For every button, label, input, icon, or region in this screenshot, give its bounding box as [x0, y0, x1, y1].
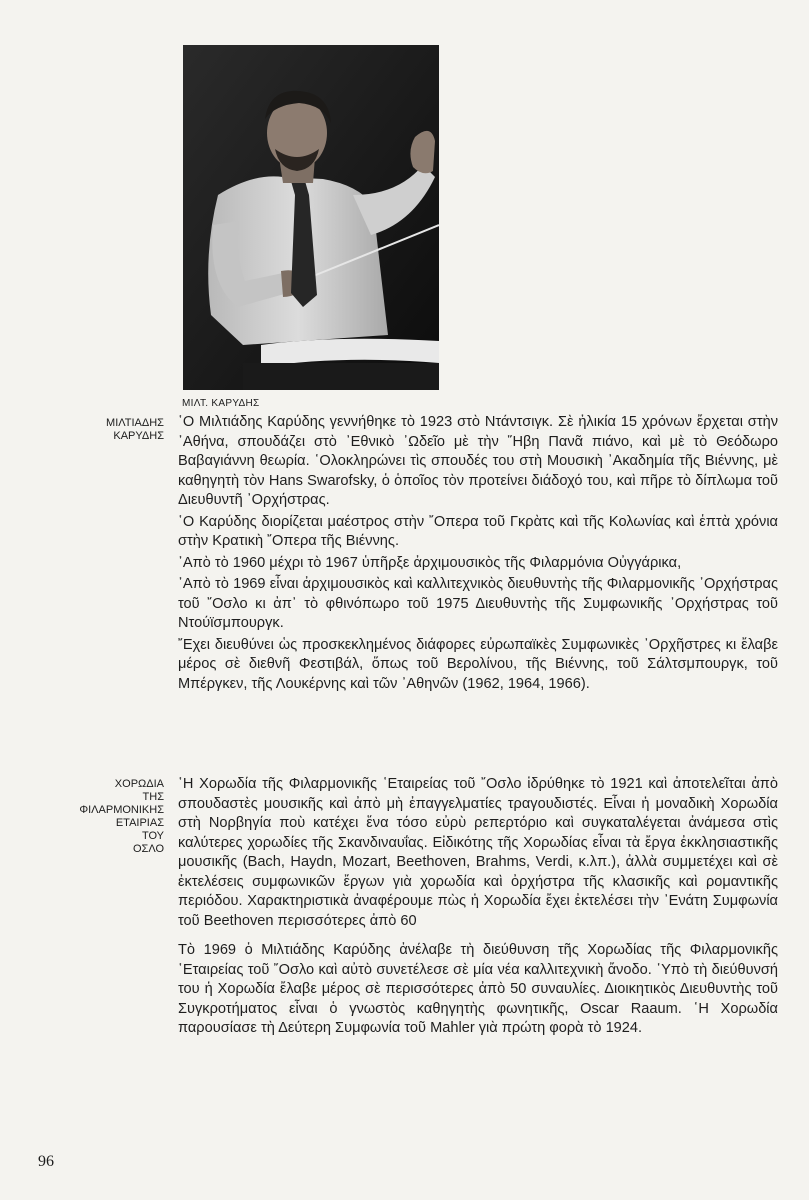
heading-line: ΤΟΥ: [141, 830, 164, 842]
paragraph: ῾Ο Μιλτιάδης Καρύδης γεννήθηκε τὸ 1923 στὸ Ντάντσιγκ. Σὲ ἡλικία 15 χρόνων ἔρχεται στὴν ᾿Αθήνα, σπουδάζει στὸ ᾿Εθνικὸ ᾿Ωδεῖο μὲ τὴν ῞Ηβη Πανᾶ πιάνο, καὶ μὲ τὸ Θεόδωρο Βαβαγιάννη θεωρία. ῾Ολοκληρώνει τὶς σπουδές του στὴ Μουσικὴ ᾿Ακαδημία τῆς Βιέννης, μὲ καθηγητὴ τὸν Hans Swarofsky, ὁ ὁποῖος τὸν προτείνει διάδοχό του, καὶ πῆρε τὸ δίπλωμα τοῦ Διευθυντῆ ᾿Ορχήστρας.: [178, 414, 778, 508]
section-body-karydis: [178, 413, 778, 696]
paragraph: Τὸ 1969 ὁ Μιλτιάδης Καρύδης ἀνέλαβε τὴ διεύθυνση τῆς Χορωδίας τῆς Φιλαρμονικῆς ῾Εταιρείας τοῦ ῎Οσλο καὶ αὐτὸ συνετέλεσε σὲ μία νέα καλλιτεχνικὴ ἄνοδο. ῾Υπὸ τὴ διεύθυνσή του ἡ Χορωδία ἔλαβε μέρος σὲ περισσότερες ἀπὸ 50 συναυλίες. Διοικητικὸς Διευθυντὴς τοῦ Συγκροτήματος εἶναι ὁ γνωστὸς καθηγητὴς φωνητικῆς, Oscar Raaum. ῾Η Χορωδία παρουσίασε τὴ Δεύτερη Συμφωνία τοῦ Mahler γιὰ πρώτη φορὰ τὸ 1924.: [178, 942, 778, 1036]
heading-line: ΦΙΛΑΡΜΟΝΙΚΗΣ: [79, 804, 164, 816]
heading-line: ΕΤΑΙΡΙΑΣ: [115, 817, 164, 829]
heading-line: ΟΣΛΟ: [132, 843, 164, 855]
photo-caption: ΜΙΛΤ. ΚΑΡΥΔΗΣ: [182, 398, 260, 409]
paragraph: ῾Η Χορωδία τῆς Φιλαρμονικῆς ῾Εταιρείας τοῦ ῎Οσλο ἱδρύθηκε τὸ 1921 καὶ ἀποτελεῖται ἀπὸ σπουδαστὲς μουσικῆς καὶ ἀπὸ μὴ ἐπαγγελματίες τραγουδιστές. Εἶναι ἡ μοναδικὴ Χορωδία στὴ Νορβηγία ποὺ κατέχει ἕνα τόσο εὐρὺ ρεπερτόριο καὶ συγκαταλέγεται ἀνάμεσα στὶς καλύτερες χορωδίες τῆς Σκανδιναυΐας. Εἰδικότης τῆς Χορωδίας εἶναι τὰ ἔργα ἐκκλησιαστικῆς μουσικῆς (Bach, Haydn, Mozart, Beethoven, Brahms, Verdi, κ.λπ.), ἀλλὰ συμμετέχει καὶ σὲ ἐκτελέσεις συμφωνικῶν ἔργων γιὰ χορωδία καὶ ὀρχήστρα τῆς κλασικῆς καὶ ρομαντικῆς περιόδου. Χαρακτηριστικὰ ἀναφέρουμε πὼς ἡ Χορωδία ἔχει ἐκτελέσει τὴν ᾿Ενάτη Συμφωνία τοῦ Beethoven περισσότερες ἀπὸ 60: [178, 776, 778, 929]
conductor-photo: [183, 45, 439, 390]
paragraph: ᾿Απὸ τὸ 1969 εἶναι ἀρχιμουσικὸς καὶ καλλιτεχνικὸς διευθυντὴς τῆς Φιλαρμονικῆς ᾿Ορχήστρας τοῦ ῎Οσλο κι ἀπ᾿ τὸ φθινόπωρο τοῦ 1975 Διευθυντὴς τῆς Συμφωνικῆς ᾿Ορχήστρας τοῦ Ντούϊσμπουργκ.: [178, 576, 778, 631]
heading-line: ΚΑΡΥΔΗΣ: [113, 430, 164, 442]
heading-line: ΤΗΣ: [142, 791, 164, 803]
heading-line: ΜΙΛΤΙΑΔΗΣ: [106, 417, 164, 429]
section-body-choir: [178, 775, 778, 1041]
section-heading-karydis: [40, 417, 164, 443]
page-number: 96: [38, 1153, 54, 1170]
heading-line: ΧΟΡΩΔΙΑ: [114, 778, 164, 790]
section-heading-choir: [40, 778, 164, 856]
paragraph: ῎Εχει διευθύνει ὡς προσκεκλημένος διάφορες εὐρωπαϊκὲς Συμφωνικὲς ᾿Ορχῆστρες κι ἔλαβε μέρος σὲ διεθνῆ Φεστιβάλ, ὅπως τοῦ Βερολίνου, τῆς Βιέννης, τοῦ Σάλτσμπουργκ, τοῦ Μπέργκεν, τῆς Λουκέρνης καὶ τῶν ᾿Αθηνῶν (1962, 1964, 1966).: [178, 636, 778, 692]
paragraph: ῾Ο Καρύδης διορίζεται μαέστρος στὴν ῎Οπερα τοῦ Γκρὰτς καὶ τῆς Κολωνίας καὶ ἑπτὰ χρόνια στὴν Κρατικὴ ῎Οπερα τῆς Βιέννης.: [178, 513, 778, 549]
paragraph: ᾿Απὸ τὸ 1960 μέχρι τὸ 1967 ὑπῆρξε ἀρχιμουσικὸς τῆς Φιλαρμόνια Οὐγγάρικα,: [178, 554, 682, 571]
